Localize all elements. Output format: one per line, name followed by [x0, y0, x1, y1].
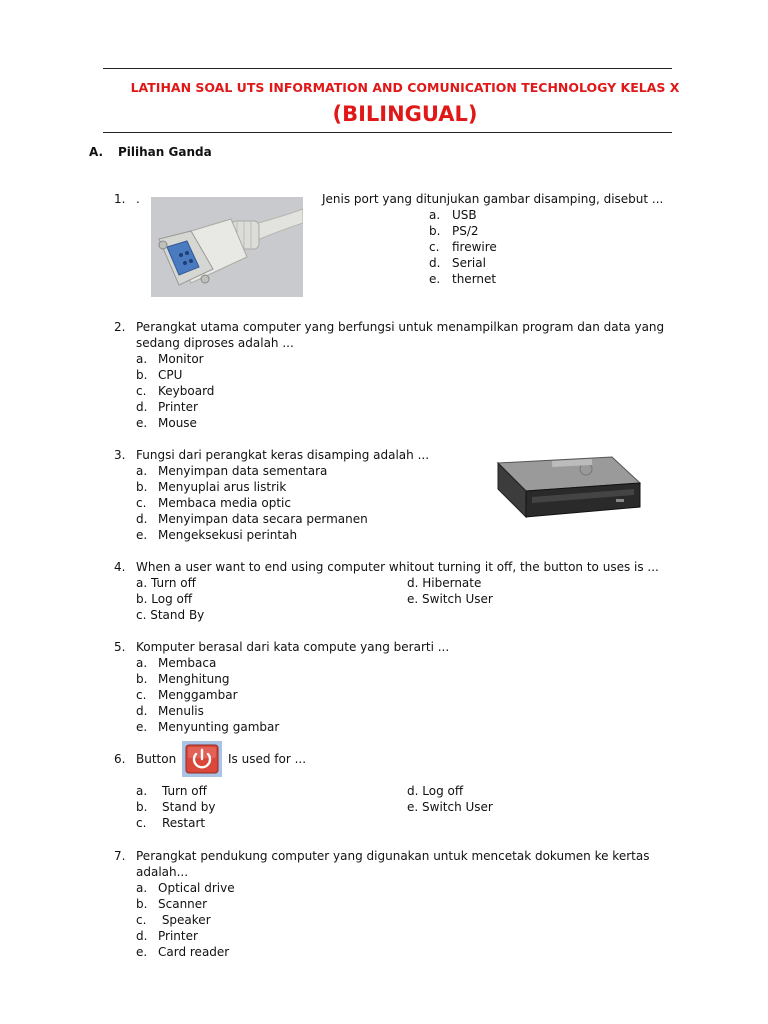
q6-option-d: d. Log off: [407, 784, 464, 798]
optical-drive-image: [492, 453, 644, 533]
q6-option-b: Stand by: [162, 800, 216, 814]
q7-question-line2: adalah...: [136, 865, 189, 879]
q1-option-d-letter: d.: [429, 256, 441, 270]
q3-option-a-letter: a.: [136, 464, 148, 478]
section-title: Pilihan Ganda: [118, 145, 212, 159]
q7-option-b-letter: b.: [136, 897, 148, 911]
q7-number: 7.: [114, 849, 126, 863]
q3-number: 3.: [114, 448, 126, 462]
q3-option-a: Menyimpan data sementara: [158, 464, 328, 478]
q7-option-d: Printer: [158, 929, 198, 943]
q3-question: Fungsi dari perangkat keras disamping adalah ...: [136, 448, 430, 462]
q5-option-a: Membaca: [158, 656, 217, 670]
q7-option-c-letter: c.: [136, 913, 147, 927]
q7-option-a-letter: a.: [136, 881, 148, 895]
q3-option-e: Mengeksekusi perintah: [158, 528, 298, 542]
q5-option-e-letter: e.: [136, 720, 148, 734]
q7-option-d-letter: d.: [136, 929, 148, 943]
q6-option-c-letter: c.: [136, 816, 147, 830]
q1-dot: .: [136, 192, 140, 206]
q1-option-c: firewire: [452, 240, 497, 254]
q7-option-e: Card reader: [158, 945, 230, 959]
q1-option-d: Serial: [452, 256, 486, 270]
q5-option-b-letter: b.: [136, 672, 148, 686]
q7-question-line1: Perangkat pendukung computer yang digunakan untuk mencetak dokumen ke kertas: [136, 849, 650, 863]
q3-option-c: Membaca media optic: [158, 496, 291, 510]
q6-option-a: Turn off: [162, 784, 207, 798]
q2-number: 2.: [114, 320, 126, 334]
q1-option-a: USB: [452, 208, 477, 222]
q5-option-a-letter: a.: [136, 656, 148, 670]
q7-option-c: Speaker: [158, 913, 211, 927]
q3-option-c-letter: c.: [136, 496, 147, 510]
q1-number: 1.: [114, 192, 126, 206]
q2-question-line1: Perangkat utama computer yang berfungsi untuk menampilkan program dan data yang: [136, 320, 665, 334]
q6-option-e: e. Switch User: [407, 800, 493, 814]
section-letter: A.: [89, 145, 104, 159]
q5-option-c: Menggambar: [158, 688, 238, 702]
q5-option-c-letter: c.: [136, 688, 147, 702]
q1-option-a-letter: a.: [429, 208, 441, 222]
q7-option-e-letter: e.: [136, 945, 148, 959]
q6-option-b-letter: b.: [136, 800, 148, 814]
q4-option-e: e. Switch User: [407, 592, 493, 606]
q3-option-b-letter: b.: [136, 480, 148, 494]
q3-option-d: Menyimpan data secara permanen: [158, 512, 368, 526]
q2-option-c: Keyboard: [158, 384, 215, 398]
q2-option-d-letter: d.: [136, 400, 148, 414]
q6-number: 6.: [114, 752, 126, 766]
power-button-icon: [182, 741, 222, 777]
q1-option-b-letter: b.: [429, 224, 441, 238]
q3-option-e-letter: e.: [136, 528, 148, 542]
q2-option-c-letter: c.: [136, 384, 147, 398]
q2-option-d: Printer: [158, 400, 198, 414]
q5-question: Komputer berasal dari kata compute yang berarti ...: [136, 640, 450, 654]
q5-option-d: Menulis: [158, 704, 204, 718]
q1-option-b: PS/2: [452, 224, 479, 238]
q4-number: 4.: [114, 560, 126, 574]
q6-option-a-letter: a.: [136, 784, 148, 798]
q5-option-e: Menyunting gambar: [158, 720, 280, 734]
q6-option-c: Restart: [162, 816, 206, 830]
q4-option-d: d. Hibernate: [407, 576, 482, 590]
q2-option-a: Monitor: [158, 352, 204, 366]
q4-option-c: c. Stand By: [136, 608, 205, 622]
q1-option-e-letter: e.: [429, 272, 441, 286]
q5-option-d-letter: d.: [136, 704, 148, 718]
q2-option-e: Mouse: [158, 416, 197, 430]
document-title: LATIHAN SOAL UTS INFORMATION AND COMUNICATION TECHNOLOGY KELAS X: [130, 80, 680, 95]
q6-text-after: Is used for ...: [228, 752, 307, 766]
serial-cable-image: [151, 197, 303, 297]
q2-option-b-letter: b.: [136, 368, 148, 382]
q7-option-a: Optical drive: [158, 881, 235, 895]
q2-option-b: CPU: [158, 368, 183, 382]
top-rule: [103, 68, 672, 69]
q1-question: Jenis port yang ditunjukan gambar disamping, disebut ...: [322, 192, 664, 206]
q2-question-line2: sedang diproses adalah ...: [136, 336, 294, 350]
q2-option-e-letter: e.: [136, 416, 148, 430]
q5-number: 5.: [114, 640, 126, 654]
q5-option-b: Menghitung: [158, 672, 230, 686]
q3-option-b: Menyuplai arus listrik: [158, 480, 287, 494]
q4-question: When a user want to end using computer whitout turning it off, the button to uses is ...: [136, 560, 659, 574]
q2-option-a-letter: a.: [136, 352, 148, 366]
q4-option-a: a. Turn off: [136, 576, 196, 590]
q3-option-d-letter: d.: [136, 512, 148, 526]
q7-option-b: Scanner: [158, 897, 208, 911]
q1-option-e: thernet: [452, 272, 497, 286]
q6-text-before: Button: [136, 752, 177, 766]
q4-option-b: b. Log off: [136, 592, 193, 606]
q1-option-c-letter: c.: [429, 240, 440, 254]
bottom-rule: [103, 132, 672, 133]
document-subtitle: (BILINGUAL): [332, 102, 478, 126]
